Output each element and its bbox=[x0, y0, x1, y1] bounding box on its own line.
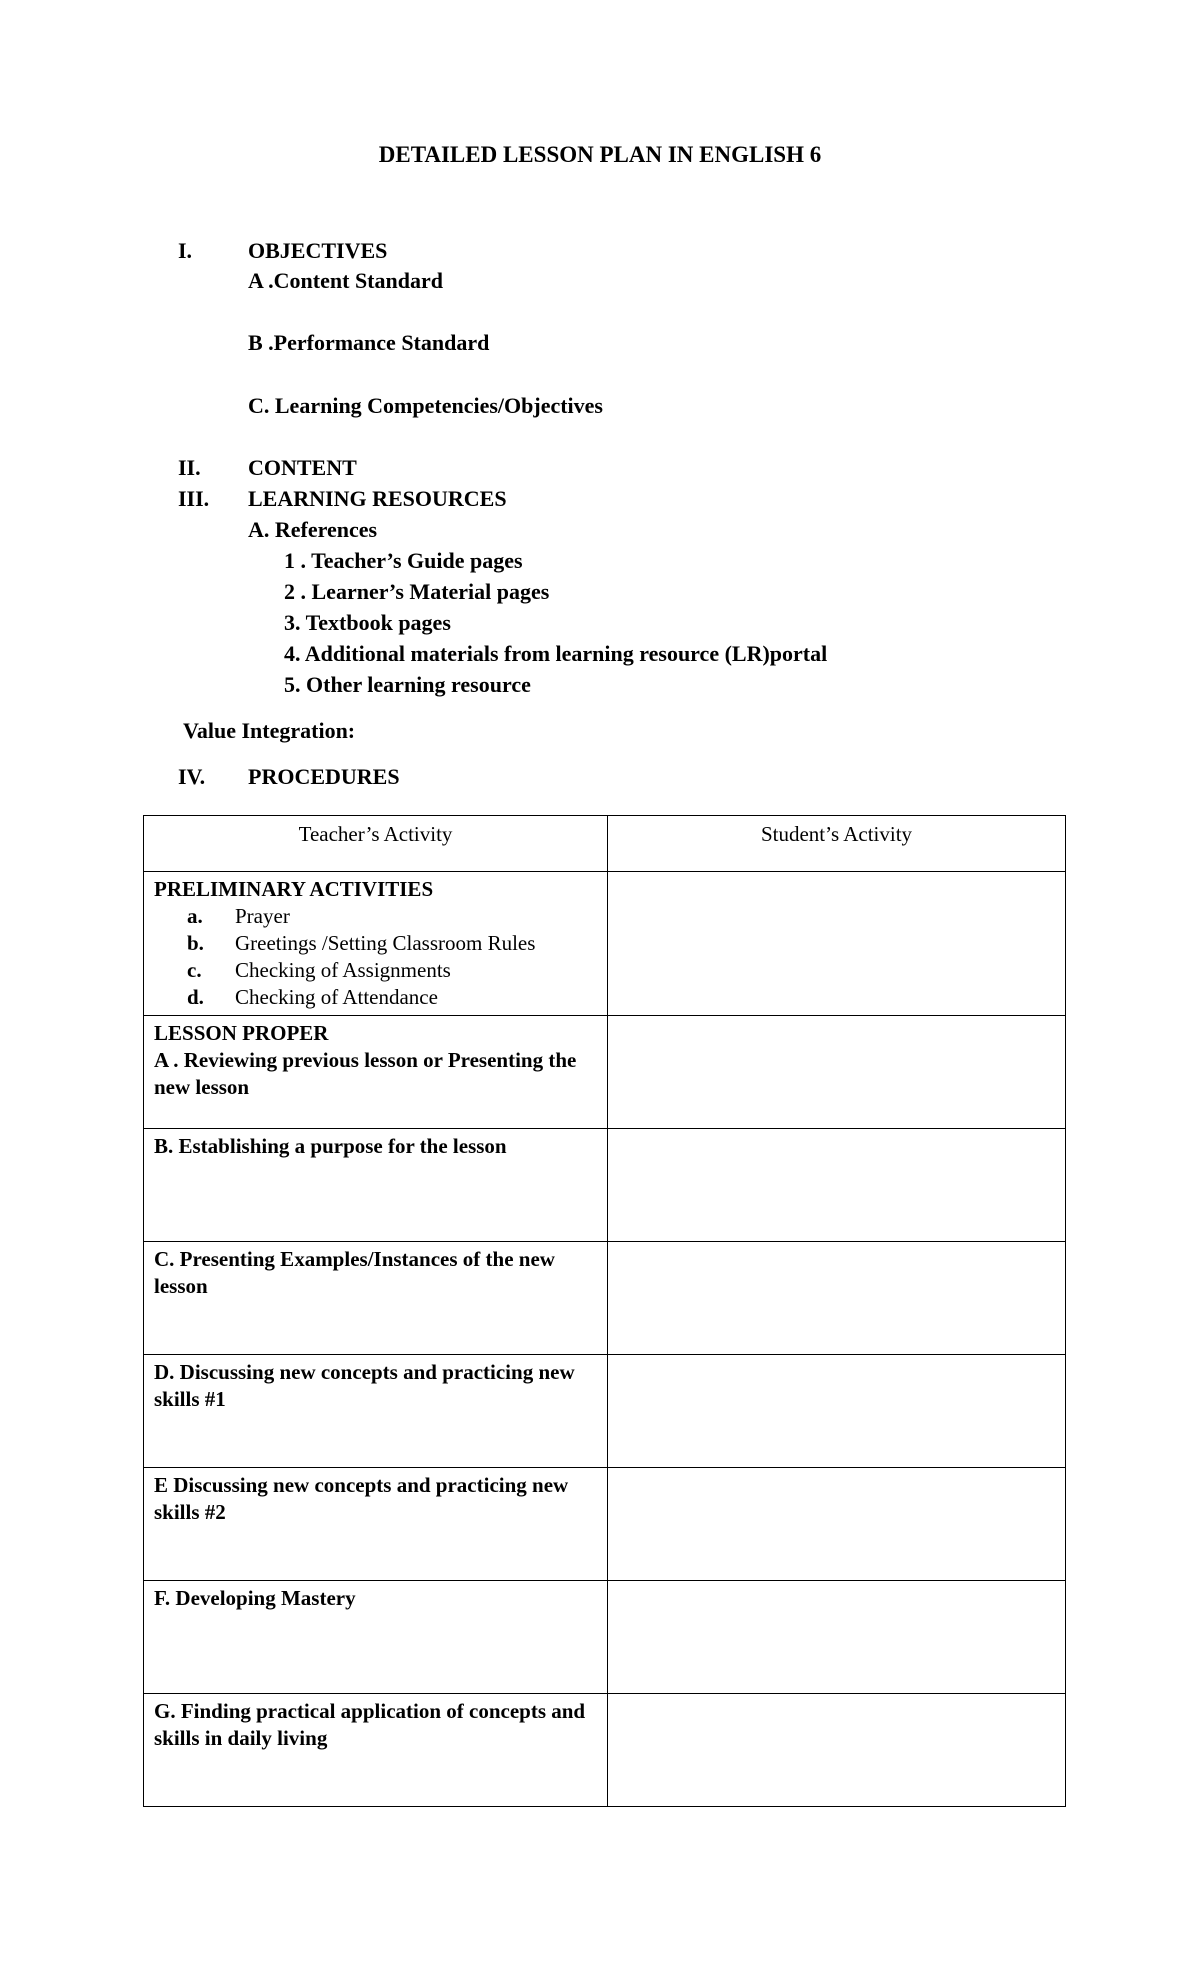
student-activity-cell bbox=[608, 1355, 1066, 1468]
preliminary-title: PRELIMINARY ACTIVITIES bbox=[154, 877, 434, 901]
table-row bbox=[144, 1581, 1066, 1694]
objective-performance-standard: B .Performance Standard bbox=[248, 330, 490, 355]
preliminary-item bbox=[154, 957, 597, 984]
references-heading: A. References bbox=[248, 517, 378, 542]
student-activity-cell bbox=[608, 1581, 1066, 1694]
teachers-activity-header: Teacher’s Activity bbox=[144, 816, 608, 872]
reference-learners-material: 2 . Learner’s Material pages bbox=[284, 579, 550, 604]
table-row bbox=[144, 1468, 1066, 1581]
teacher-activity-cell bbox=[144, 1016, 608, 1129]
procedures-table bbox=[143, 815, 1066, 1807]
item-letter: c. bbox=[187, 958, 202, 982]
table-header-row bbox=[144, 816, 1066, 872]
reference-teachers-guide: 1 . Teacher’s Guide pages bbox=[284, 548, 523, 573]
teacher-activity-cell: G. Finding practical application of concepts and skills in daily living bbox=[144, 1694, 608, 1807]
teacher-activity-cell: C. Presenting Examples/Instances of the new lesson bbox=[144, 1242, 608, 1355]
table-row bbox=[144, 1694, 1066, 1807]
students-activity-header: Student’s Activity bbox=[608, 816, 1066, 872]
teacher-activity-cell: B. Establishing a purpose for the lesson bbox=[144, 1129, 608, 1242]
reference-textbook: 3. Textbook pages bbox=[284, 610, 451, 635]
teacher-activity-cell: F. Developing Mastery bbox=[144, 1581, 608, 1694]
section-number-procedures: IV. bbox=[178, 764, 206, 789]
section-number-objectives: I. bbox=[178, 238, 193, 263]
student-activity-cell bbox=[608, 1016, 1066, 1129]
item-text: Prayer bbox=[235, 904, 290, 928]
section-number-content: II. bbox=[178, 455, 201, 480]
student-activity-cell bbox=[608, 1242, 1066, 1355]
table-row bbox=[144, 1242, 1066, 1355]
section-heading-objectives: OBJECTIVES bbox=[248, 238, 388, 263]
section-heading-content: CONTENT bbox=[248, 455, 357, 480]
document-title: DETAILED LESSON PLAN IN ENGLISH 6 bbox=[378, 142, 822, 167]
row-label: A . Reviewing previous lesson or Presenting the new lesson bbox=[154, 1048, 577, 1099]
item-letter: b. bbox=[187, 931, 204, 955]
student-activity-cell bbox=[608, 1468, 1066, 1581]
item-text: Checking of Assignments bbox=[235, 958, 451, 982]
item-letter: a. bbox=[187, 904, 203, 928]
preliminary-cell bbox=[144, 872, 608, 1016]
preliminary-item bbox=[154, 984, 597, 1011]
item-text: Checking of Attendance bbox=[235, 985, 438, 1009]
objective-content-standard: A .Content Standard bbox=[248, 268, 443, 293]
student-activity-cell bbox=[608, 872, 1066, 1016]
section-heading-procedures: PROCEDURES bbox=[248, 764, 400, 789]
table-row-preliminary bbox=[144, 872, 1066, 1016]
item-letter: d. bbox=[187, 985, 204, 1009]
item-text: Greetings /Setting Classroom Rules bbox=[235, 931, 536, 955]
student-activity-cell bbox=[608, 1694, 1066, 1807]
section-number-resources: III. bbox=[178, 486, 210, 511]
teacher-activity-cell: E Discussing new concepts and practicing new skills #2 bbox=[144, 1468, 608, 1581]
preliminary-item bbox=[154, 903, 597, 930]
reference-other-resource: 5. Other learning resource bbox=[284, 672, 531, 697]
objective-learning-competencies: C. Learning Competencies/Objectives bbox=[248, 393, 603, 418]
lesson-proper-title: LESSON PROPER bbox=[154, 1021, 329, 1045]
value-integration-label: Value Integration: bbox=[183, 718, 356, 743]
table-row bbox=[144, 1129, 1066, 1242]
reference-additional-materials: 4. Additional materials from learning resource (LR)portal bbox=[284, 641, 828, 666]
teacher-activity-cell: D. Discussing new concepts and practicing new skills #1 bbox=[144, 1355, 608, 1468]
student-activity-cell bbox=[608, 1129, 1066, 1242]
table-row bbox=[144, 1355, 1066, 1468]
preliminary-item bbox=[154, 930, 597, 957]
table-row bbox=[144, 1016, 1066, 1129]
section-heading-resources: LEARNING RESOURCES bbox=[248, 486, 507, 511]
